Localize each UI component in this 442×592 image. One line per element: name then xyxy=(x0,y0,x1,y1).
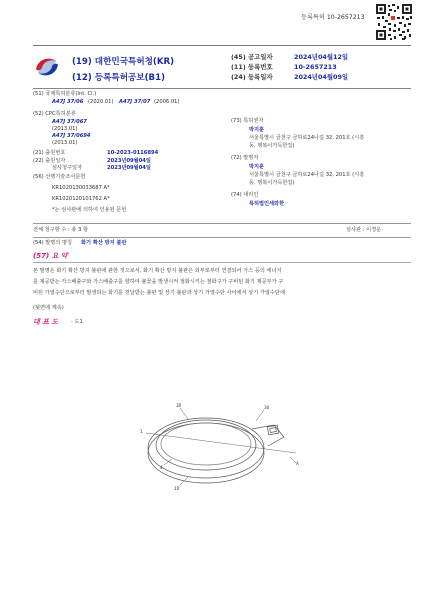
registration-date-label: (24) 등록일자 xyxy=(231,73,273,81)
ref-1: 1 xyxy=(140,429,143,434)
cpc-label: (52) CPC특허분류 xyxy=(33,111,76,117)
claims-top-divider xyxy=(33,223,411,224)
ipc-label: (51) 국제특허분류(Int. Cl.) xyxy=(33,91,97,97)
owner-label: (73) 특허권자 xyxy=(231,118,264,124)
publication-date-value: 2024년04월12일 xyxy=(294,53,349,61)
ref-4: 4 xyxy=(160,465,163,470)
representative-figure-label: 대 표 도 xyxy=(33,318,59,326)
ipc-code-2: A47J 37/07 xyxy=(119,99,151,105)
inventor-address-1: 서울특별시 금천구 금하로24나길 32, 201호 (시흥 xyxy=(249,172,365,178)
abstract-line-2: 를 제공받는 가스배출구와 가스배출구를 향하여 불꽃을 발생시켜 점화시키는 점화구가 구비된 화기 제공부가 구 xyxy=(33,279,284,285)
application-date-value: 2023년09월04일 xyxy=(107,158,151,164)
ipc-code-1: A47J 37/06 xyxy=(52,99,84,105)
exam-date-value: 2023년09월04일 xyxy=(107,165,151,171)
inventor-name: 박지훈 xyxy=(249,164,265,170)
prior-art-label: (56) 선행기술조사문헌 xyxy=(33,174,86,180)
prior-art-2: KR1020120101762 A* xyxy=(52,196,110,202)
owner-address-1: 서울특별시 금천구 금하로24나길 32, 201호 (시흥 xyxy=(249,135,365,141)
publication-date-label: (45) 공고일자 xyxy=(231,53,273,61)
gazette-title: (12) 등록특허공보(B1) xyxy=(72,73,166,83)
ipc-date-2: (2006.01) xyxy=(154,99,180,105)
application-number-label: (21) 출원번호 xyxy=(33,150,66,156)
title-top-divider xyxy=(33,237,411,238)
patent-drawing xyxy=(128,393,316,495)
qr-code-icon xyxy=(375,3,413,41)
cpc-date-1: (2013.01) xyxy=(52,126,78,132)
inventor-label: (72) 발명자 xyxy=(231,155,259,161)
abstract-line-1: 본 발명은 화기 확산 방지 불판에 관한 것으로서, 화기 확산 방지 불판은 외부로부터 연결되어 가스 등의 에너지 xyxy=(33,268,282,274)
abstract-continued: (뒷면에 계속) xyxy=(33,305,64,311)
office-title: (19) 대한민국특허청(KR) xyxy=(72,57,175,67)
exam-date-label: 심사청구일자 xyxy=(52,165,83,171)
abstract-divider xyxy=(33,262,411,263)
abstract-heading: (57) 요 약 xyxy=(33,252,68,260)
prior-art-1: KR1020130033687 A* xyxy=(52,185,110,191)
agent-label: (74) 대리인 xyxy=(231,192,259,198)
ref-30-left: 30 xyxy=(176,403,182,408)
inventor-address-2: 동, 행복이가득한집) xyxy=(249,180,295,186)
examiner: 심사관 : 이경운 xyxy=(346,227,382,233)
abstract-line-3: 비된 가열수단으로부터 발생되는 화기를 전달받는 불판 및 상기 불판과 상기 가열수단 사이에서 상기 가열수단에 xyxy=(33,290,285,296)
cpc-code-1: A47J 37/067 xyxy=(52,119,87,125)
registration-date-value: 2024년04월09일 xyxy=(294,73,349,81)
representative-figure-ref: - 도1 xyxy=(71,319,83,325)
agent-name: 특허법인세와한 xyxy=(249,201,285,207)
ipc-date-1: (2020.01) xyxy=(88,99,114,105)
ref-10: 10 xyxy=(174,486,180,491)
prior-art-note: *는 심사관에 의하여 인용된 문헌 xyxy=(52,207,127,213)
ref-30-right: 30 xyxy=(264,405,270,410)
header-patent-number: 등록특허 10-2657213 xyxy=(301,14,365,21)
cpc-date-2: (2013.01) xyxy=(52,140,78,146)
invention-title-label: (54) 발명의 명칭 xyxy=(33,240,73,246)
registration-number-value: 10-2657213 xyxy=(294,63,337,71)
cpc-code-2: A47J 37/0694 xyxy=(52,133,91,139)
ref-a: A xyxy=(296,461,299,466)
registration-number-label: (11) 등록번호 xyxy=(231,63,273,71)
claims-count: 전체 청구항 수 : 총 3 항 xyxy=(33,227,89,233)
owner-address-2: 동, 행복이가득한집) xyxy=(249,143,295,149)
owner-name: 박지훈 xyxy=(249,127,265,133)
application-date-label: (22) 출원일자 xyxy=(33,158,66,164)
header-divider xyxy=(33,88,411,89)
kipo-logo-icon xyxy=(33,53,61,81)
application-number-value: 10-2023-0116894 xyxy=(107,150,159,156)
invention-title-value: 화기 확산 방지 불판 xyxy=(81,240,127,246)
top-divider xyxy=(33,45,411,46)
